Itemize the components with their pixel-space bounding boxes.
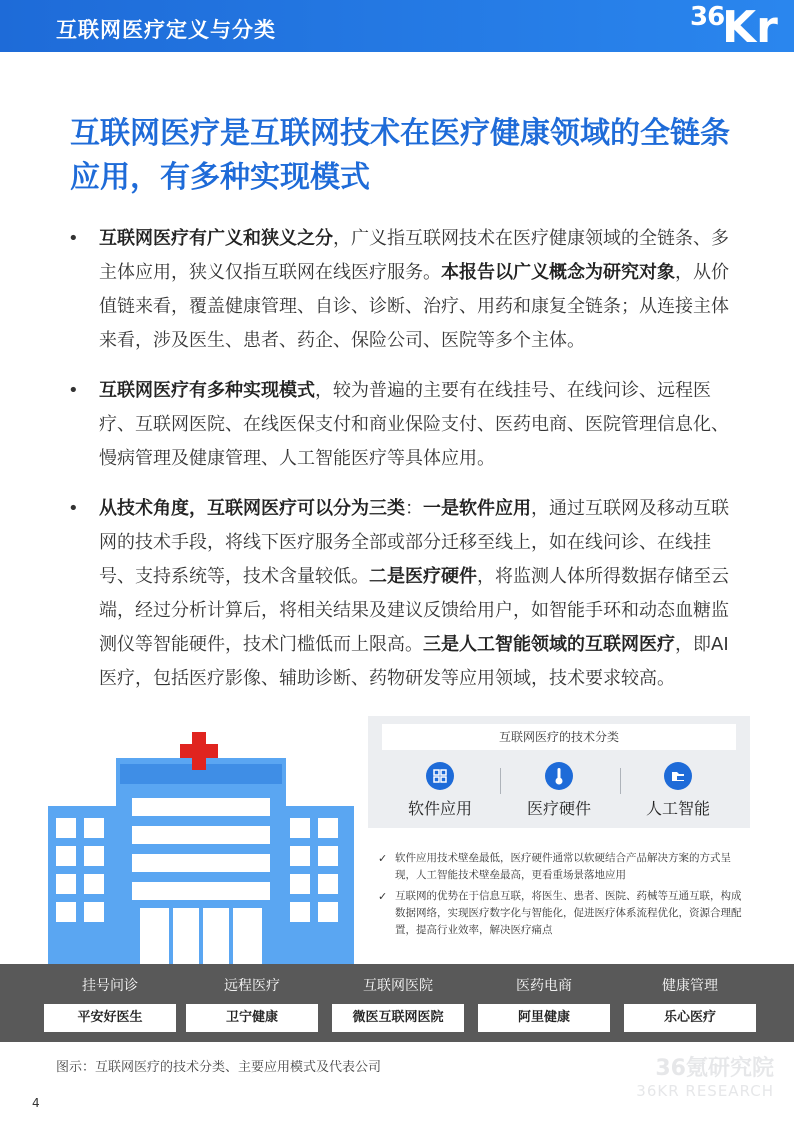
category-label: 软件应用	[407, 799, 472, 818]
figure-caption: 图示：互联网医疗的技术分类、主要应用模式及代表公司	[56, 1060, 382, 1075]
panel-title: 互联网医疗的技术分类	[382, 724, 736, 750]
mode-company: 阿里健康	[478, 1004, 610, 1032]
bullet-segment: ，通过互联网及移动互联网的技术手段，将线下医疗服务全部或部分迁移至线上，如在线问诊、在线挂号、支持系统等，技术含量较低。	[99, 498, 729, 587]
bullet-dot: •	[68, 228, 79, 249]
section-title: 互联网医疗定义与分类	[56, 18, 276, 42]
thermometer-icon	[545, 762, 573, 790]
bullet-dot: •	[68, 498, 79, 519]
mode-column	[332, 974, 464, 1032]
mode-title: 远程医疗	[224, 978, 280, 994]
mode-company: 乐心医疗	[624, 1004, 756, 1032]
mode-company: 平安好医生	[44, 1004, 176, 1032]
bullet-segment: ，较为普遍的主要有在线挂号、在线问诊、远程医疗、互联网医院、在线医保支付和商业保险支付、医药电商、医院管理信息化、慢病管理及健康管理、人工智能医疗等具体应用。	[99, 380, 729, 469]
bullet-segment: ，即AI医疗，包括医疗影像、辅助诊断、药物研发等应用领域，技术要求较高。	[99, 634, 729, 689]
note-item	[376, 850, 748, 884]
check-icon: ✓	[378, 890, 388, 903]
check-icon: ✓	[378, 852, 388, 865]
bullet-emphasis: 互联网医疗有多种实现模式	[99, 380, 315, 401]
header-bar	[0, 0, 794, 52]
bullet-segment: ：	[405, 498, 423, 519]
bullet-dot: •	[68, 380, 79, 401]
logo-letters: Kr	[722, 2, 778, 53]
bullet-item	[64, 492, 744, 696]
bullet-emphasis: 一是软件应用	[423, 498, 531, 519]
category-label: 医疗硬件	[526, 799, 591, 818]
hospital-right-wing	[280, 806, 354, 970]
bullet-emphasis: 从技术角度，互联网医疗可以分为三类	[99, 498, 405, 519]
mode-column	[44, 974, 176, 1032]
category-hardware	[499, 762, 619, 819]
bullet-text	[99, 228, 729, 351]
mode-title: 医药电商	[516, 978, 572, 994]
note-text: 软件应用技术壁垒最低，医疗硬件通常以软硬结合产品解决方案的方式呈现，人工智能技术壁垒最高，更看重场景落地应用	[395, 852, 731, 881]
bullet-segment: ，从价值链来看，覆盖健康管理、自诊、诊断、治疗、用药和康复全链条；从连接主体来看，涉及医生、患者、药企、保险公司、医院等多个主体。	[99, 262, 729, 351]
watermark	[636, 1056, 774, 1100]
bullet-emphasis: 本报告以广义概念为研究对象	[441, 262, 675, 283]
bullet-emphasis: 二是医疗硬件	[369, 566, 477, 587]
ai-chip-icon	[664, 762, 692, 790]
hospital-left-wing	[48, 806, 122, 970]
bullet-emphasis: 互联网医疗有广义和狭义之分	[99, 228, 333, 249]
bullet-text	[99, 380, 729, 469]
category-label: 人工智能	[645, 799, 710, 818]
note-item	[376, 888, 748, 939]
36kr-logo	[684, 0, 794, 52]
mode-title: 健康管理	[662, 978, 718, 994]
logo-number: 36	[690, 2, 725, 32]
bullet-list	[64, 222, 744, 712]
bullet-emphasis: 三是人工智能领域的互联网医疗	[423, 634, 675, 655]
mode-column	[624, 974, 756, 1032]
notes-list	[376, 850, 748, 943]
category-ai	[618, 762, 738, 819]
tech-classification-panel	[368, 716, 750, 828]
bullet-segment: ，广义指互联网技术在医疗健康领域的全链条、多主体应用，狭义仅指互联网在线医疗服务。	[99, 228, 729, 283]
mode-title: 互联网医院	[363, 978, 433, 994]
category-software	[380, 762, 500, 819]
watermark-en: 36KR RESEARCH	[636, 1082, 774, 1100]
page-number: 4	[32, 1096, 40, 1110]
hospital-illustration	[44, 730, 364, 970]
mode-company: 微医互联网医院	[332, 1004, 464, 1032]
mode-column	[478, 974, 610, 1032]
app-grid-icon	[426, 762, 454, 790]
watermark-cn: 36氪研究院	[655, 1056, 774, 1081]
application-modes-band	[0, 964, 794, 1042]
mode-column	[186, 974, 318, 1032]
hospital-main-building	[116, 758, 286, 970]
bullet-segment: ，将监测人体所得数据存储至云端，经过分析计算后，将相关结果及建议反馈给用户，如智能手环和动态血糖监测仪等智能硬件，技术门槛低而上限高。	[99, 566, 729, 655]
mode-company: 卫宁健康	[186, 1004, 318, 1032]
bullet-item	[64, 222, 744, 358]
mode-title: 挂号问诊	[82, 978, 138, 994]
note-text: 互联网的优势在于信息互联，将医生、患者、医院、药械等互通互联，构成数据网络，实现医疗数字化与智能化，促进医疗体系流程优化，资源合理配置，提高行业效率，解决医疗痛点	[395, 890, 742, 936]
page-headline: 互联网医疗是互联网技术在医疗健康领域的全链条应用，有多种实现模式	[70, 116, 730, 195]
bullet-text	[99, 498, 729, 689]
bullet-item	[64, 374, 744, 476]
